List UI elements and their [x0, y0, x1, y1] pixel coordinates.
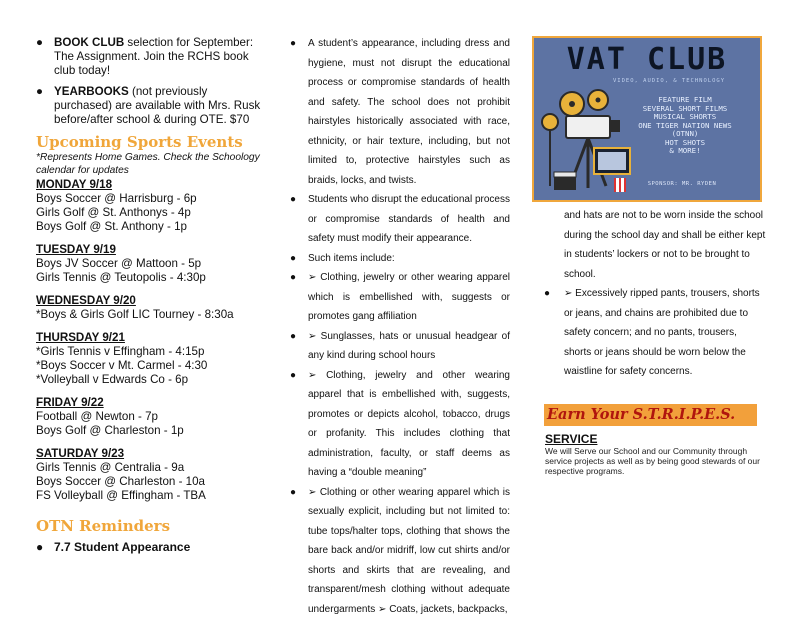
vat-list-item: MUSICAL SHORTS	[620, 113, 750, 122]
day-heading: FRIDAY 9/22	[36, 396, 268, 410]
bullet-icon: ●	[290, 249, 308, 269]
sports-note: *Represents Home Games. Check the Schoology calendar for updates	[36, 152, 268, 177]
policy-text: ➢ Clothing, jewelry or other wearing apparel which is embellished with, suggests or promotes gang affiliation	[308, 268, 510, 327]
service-heading: SERVICE	[545, 432, 770, 446]
event-item: Girls Golf @ St. Anthonys - 4p	[36, 206, 268, 220]
film-equipment-icon	[540, 86, 632, 198]
service-section	[545, 432, 770, 476]
event-item: FS Volleyball @ Effingham - TBA	[36, 489, 268, 503]
policy-bullet	[290, 34, 510, 190]
policy-continued-text: and hats are not to be worn inside the school during the school day and shall be either kept in students’ lockers or not to be brought to school.	[544, 206, 766, 284]
policy-bullet	[290, 249, 510, 269]
policy-bullet	[544, 284, 766, 382]
event-item: *Boys Soccer v Mt. Carmel - 4:30	[36, 359, 268, 373]
day-wednesday	[36, 294, 268, 322]
book-club-bullet	[36, 36, 268, 79]
event-item: Boys Golf @ Charleston - 1p	[36, 424, 268, 438]
vat-club-list	[620, 96, 750, 156]
bullet-icon: ●	[290, 190, 308, 249]
yearbooks-label: YEARBOOKS	[54, 85, 129, 98]
yearbooks-text: (not previously purchased) are available with Mrs. Rusk before/after school & during OTE. $70	[54, 85, 260, 126]
day-heading: WEDNESDAY 9/20	[36, 294, 268, 308]
vat-list-item: & MORE!	[620, 147, 750, 156]
day-heading: MONDAY 9/18	[36, 178, 268, 192]
day-saturday	[36, 447, 268, 503]
event-item: Boys Soccer @ Harrisburg - 6p	[36, 192, 268, 206]
bullet-icon: ●	[290, 327, 308, 366]
right-column	[544, 206, 766, 382]
event-item: *Volleyball v Edwards Co - 6p	[36, 373, 268, 387]
event-item: *Boys & Girls Golf LIC Tourney - 8:30a	[36, 308, 268, 322]
policy-text: ➢ Clothing or other wearing apparel which is sexually explicit, including but not limited to: tube tops/halter tops, clothing that shows the bare back and/or midriff, low cut shirts and/or shorts and skirts that are revealing, and transparent/mesh clothing without adequate undergarments ➢ Coats, jackets, backpacks,	[308, 483, 510, 619]
policy-bullet	[290, 268, 510, 327]
vat-list-item: FEATURE FILM	[620, 96, 750, 105]
vat-club-sponsor: SPONSOR: MR. RYDEN	[622, 181, 742, 187]
vat-club-flyer	[532, 36, 762, 202]
otn-reminder-item	[36, 540, 268, 554]
event-item: Girls Tennis @ Centralia - 9a	[36, 461, 268, 475]
policy-text: ➢ Excessively ripped pants, trousers, shorts or jeans, and chains are prohibited due to safety concern; and no pants, trousers, shorts or jeans should be worn below the waistline for safety concerns.	[564, 284, 766, 382]
policy-text: ➢ Sunglasses, hats or unusual headgear of any kind during school hours	[308, 327, 510, 366]
policy-text: A student’s appearance, including dress and hygiene, must not disrupt the educational process or compromise standards of health and safety. The school does not prohibit hairstyles historically associated with race, ethnicity, or hair texture, including, but not limited to, protective hairstyles such as braids, locks, and twists.	[308, 34, 510, 190]
policy-text: Students who disrupt the educational process or compromise standards of health and safety must modify their appearance.	[308, 190, 510, 249]
vat-list-item: ONE TIGER NATION NEWS	[620, 122, 750, 131]
event-item: Girls Tennis @ Teutopolis - 4:30p	[36, 271, 268, 285]
vat-list-item: HOT SHOTS	[620, 139, 750, 148]
vat-club-subtitle: VIDEO, AUDIO, & TECHNOLOGY	[594, 78, 744, 84]
day-monday	[36, 178, 268, 234]
bullet-icon: ●	[290, 268, 308, 327]
otn-title: OTN Reminders	[36, 517, 268, 535]
vat-list-item: (OTNN)	[620, 130, 750, 139]
bullet-icon: ●	[290, 366, 308, 483]
day-heading: SATURDAY 9/23	[36, 447, 268, 461]
bullet-icon: ●	[544, 284, 564, 382]
bullet-icon: ●	[290, 34, 308, 190]
bullet-icon: ●	[36, 540, 54, 554]
policy-bullet	[290, 366, 510, 483]
event-item: Football @ Newton - 7p	[36, 410, 268, 424]
day-tuesday	[36, 243, 268, 285]
sports-title: Upcoming Sports Events	[36, 133, 268, 151]
bullet-icon: ●	[290, 483, 308, 619]
event-item: Boys Soccer @ Charleston - 10a	[36, 475, 268, 489]
policy-text: Such items include:	[308, 249, 510, 269]
vat-club-title: VAT CLUB	[534, 42, 760, 77]
service-text: We will Serve our School and our Community through service projects as well as by being good stewards of our respective programs.	[545, 446, 770, 476]
day-thursday	[36, 331, 268, 387]
event-item: *Girls Tennis v Effingham - 4:15p	[36, 345, 268, 359]
event-item: Boys Golf @ St. Anthony - 1p	[36, 220, 268, 234]
policy-bullet	[290, 190, 510, 249]
day-heading: THURSDAY 9/21	[36, 331, 268, 345]
earn-stripes-banner: Earn Your S.T.R.I.P.E.S.	[544, 404, 757, 426]
policy-bullet	[290, 327, 510, 366]
policy-bullet	[290, 483, 510, 619]
book-club-label: BOOK CLUB	[54, 36, 124, 49]
middle-column	[290, 34, 510, 619]
vat-list-item: SEVERAL SHORT FILMS	[620, 105, 750, 114]
event-item: Boys JV Soccer @ Mattoon - 5p	[36, 257, 268, 271]
left-column	[36, 36, 268, 554]
otn-reminder-text: 7.7 Student Appearance	[54, 540, 190, 554]
bullet-icon: ●	[36, 85, 54, 128]
policy-text: ➢ Clothing, jewelry and other wearing apparel that is embellished with, suggests, promotes or depicts alcohol, tobacco, drugs or profanity. This includes clothing that administration, faculty, or staff deems as having a “double meaning”	[308, 366, 510, 483]
book-club-text: selection for September: The Assignment. Join the RCHS book club today!	[54, 36, 253, 77]
yearbooks-bullet	[36, 85, 268, 128]
bullet-icon: ●	[36, 36, 54, 79]
day-heading: TUESDAY 9/19	[36, 243, 268, 257]
day-friday	[36, 396, 268, 438]
